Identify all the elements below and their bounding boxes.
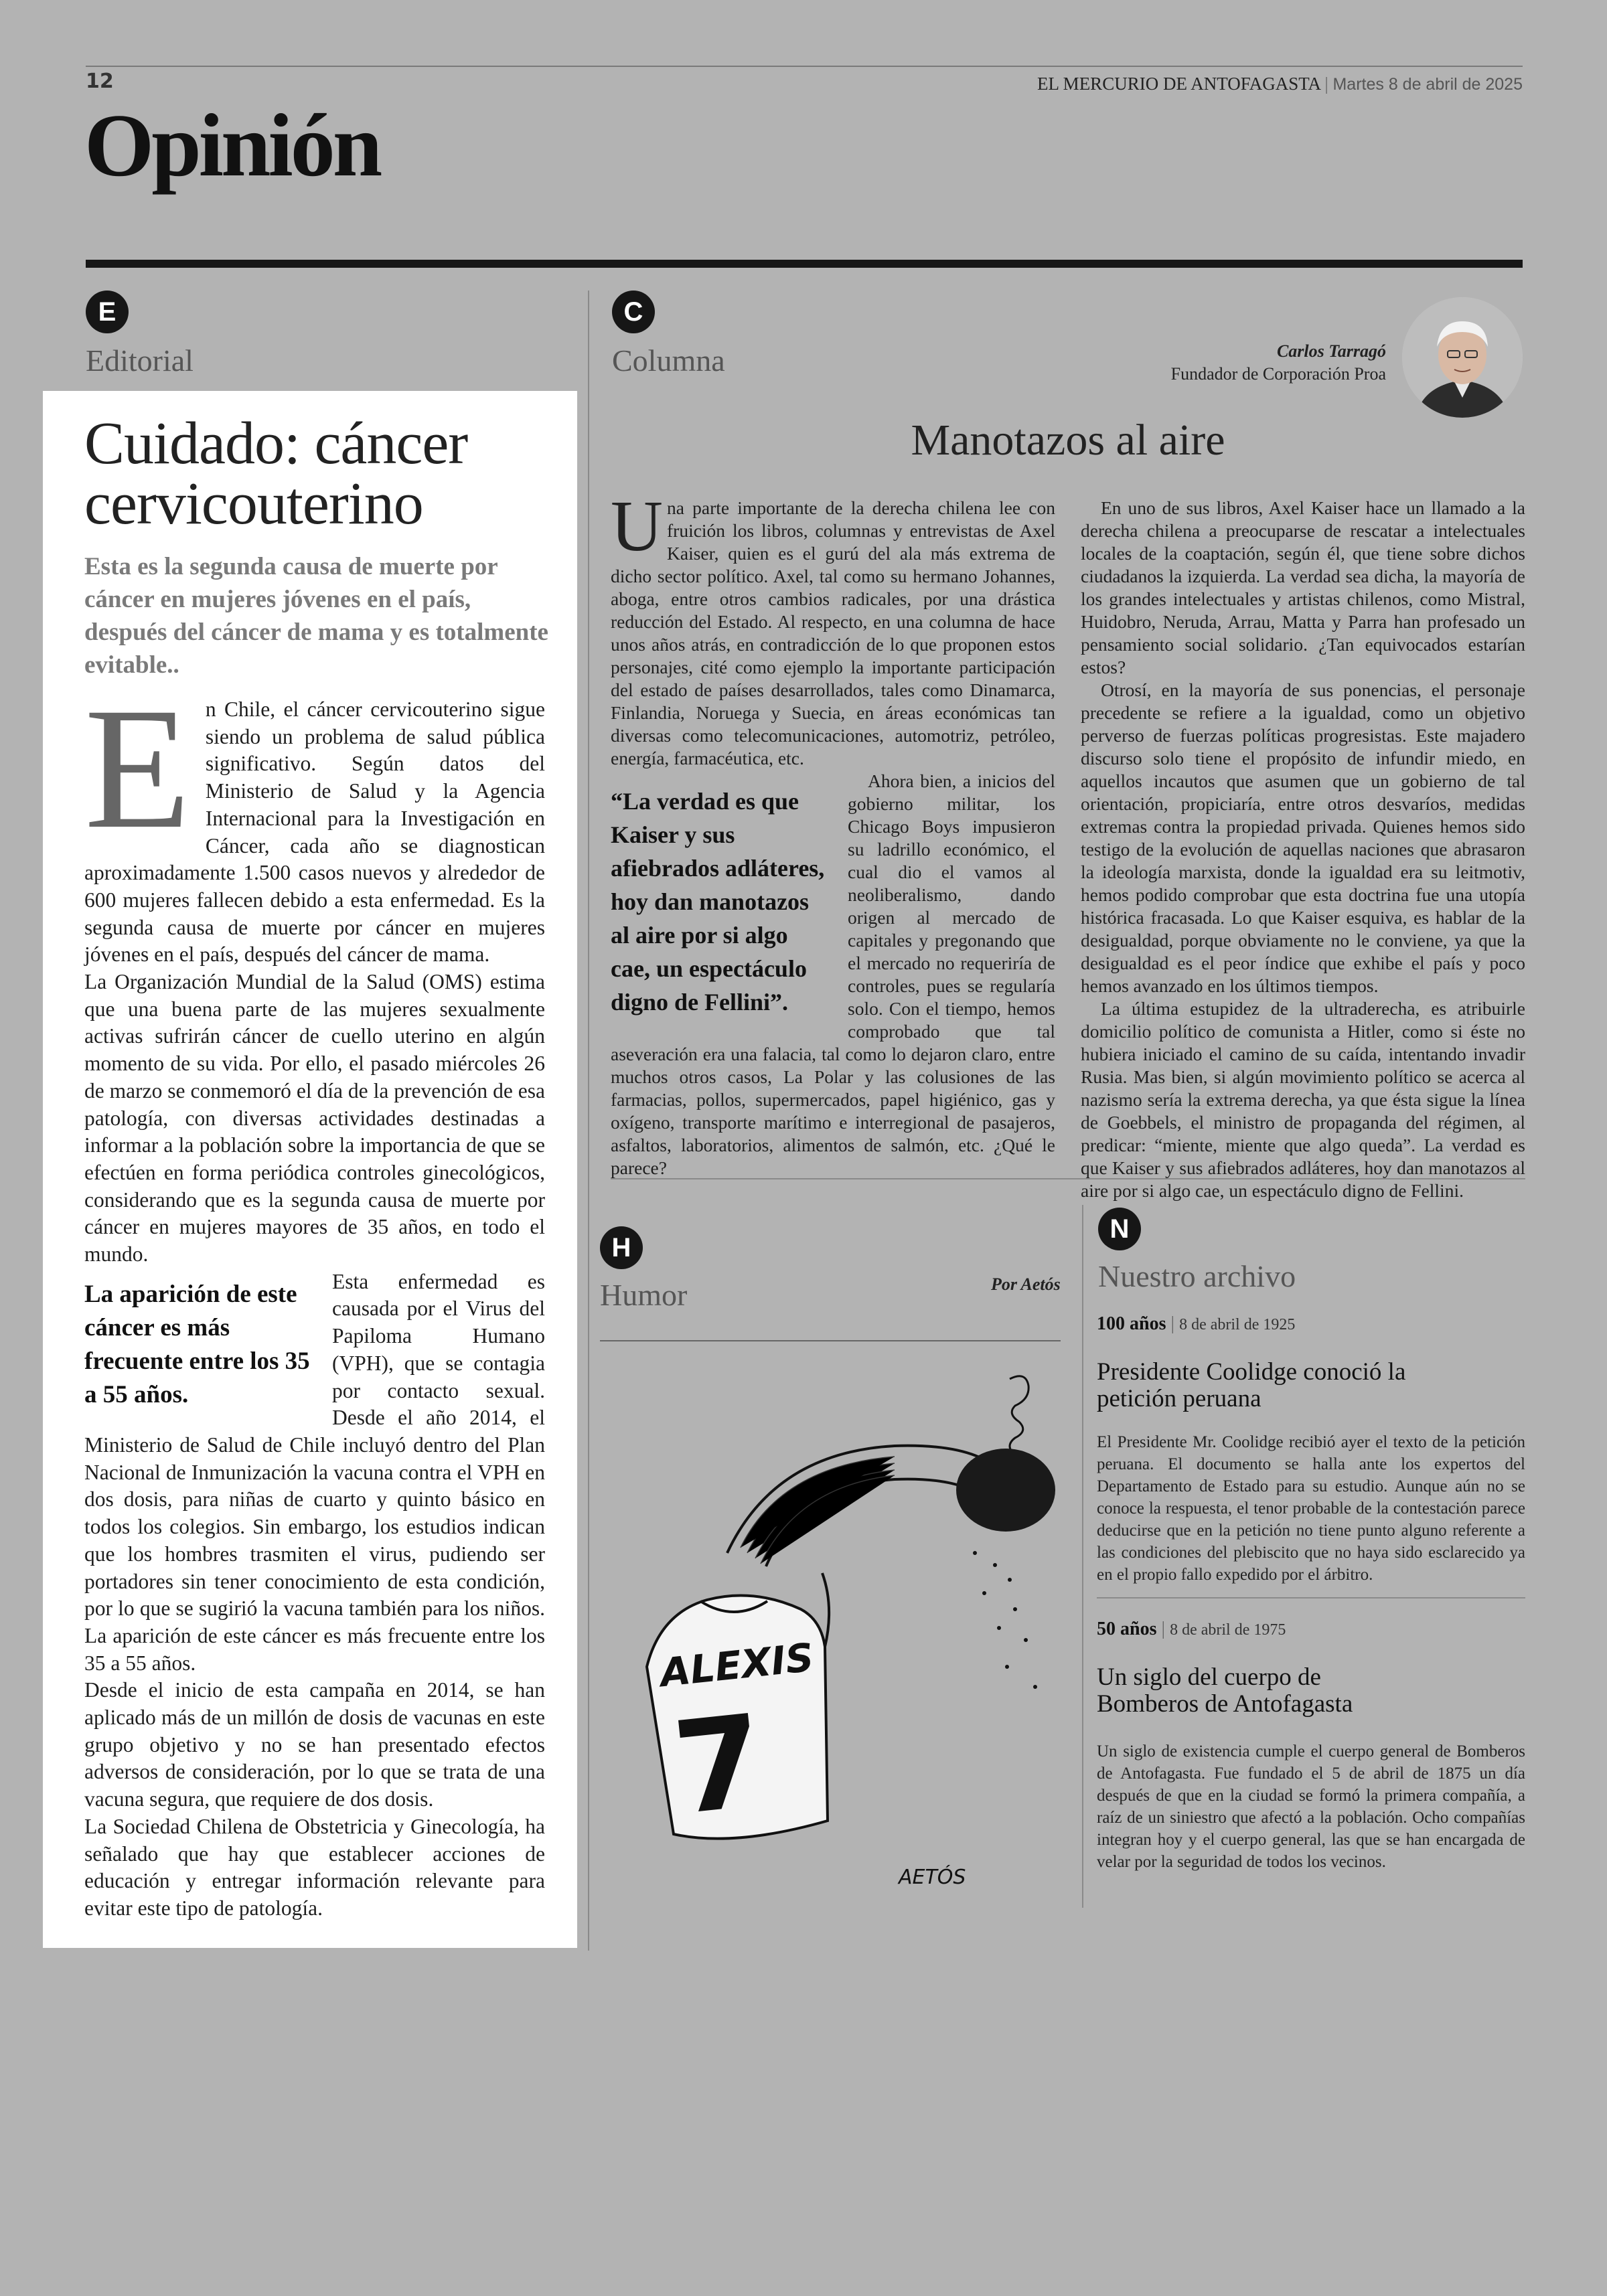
column-paragraph: Una parte importante de la derecha chilena lee con fruición los libros, columnas y entrevistas de Axel Kaiser, quien es el gurú del ala más extrema de dicho sector político. Axel, tal como su hermano Johannes, aboga, entre otros cambios radicales, por una drástica reducción del Estado. Al respecto, en una columna de hace unos años atrás, en contradicción de lo que proponen estos personajes, cité como ejemplo la importante participación del estado de países desarrollados, tales como Dinamarca, Finlandia, Noruega y Suecia, en áreas económicas tan diversas como telecomunicaciones, automotriz, petróleo, energía, farmacéutica, etc. bbox=[611, 487, 1055, 768]
editorial-title: Cuidado: cáncer cervicouterino bbox=[84, 410, 468, 537]
publication-name: EL MERCURIO DE ANTOFAGASTA bbox=[1037, 74, 1320, 94]
column-label: Columna bbox=[612, 343, 725, 378]
archive-item-text: Un siglo de existencia cumple el cuerpo general de Bomberos de Antofagasta. Fue fundado el 5 de abril de 1875 un día después de que en la ciudad se formó la primera compañía, a raíz de un siniestro que afectó a la población. Ocho compañías integran hoy y el cuerpo general, las que se han encargada de velar por la seguridad de todos los vecinos. bbox=[1097, 1742, 1525, 1871]
humor-badge: H bbox=[600, 1226, 643, 1269]
editorial-label: Editorial bbox=[86, 343, 194, 378]
editorial-pullquote: La aparición de este cáncer es más frecuente entre los 35 a 55 años. bbox=[84, 1280, 310, 1408]
humor-label: Humor bbox=[600, 1278, 688, 1312]
editorial-paragraph: Desde el inicio de esta campaña en 2014, se han aplicado más de un millón de dosis de vacunas en este grupo objetivo y no se han presentado efectos adversos de consideración, por lo que se trata de una vacuna segura, que requiere de dos dosis. bbox=[84, 1678, 545, 1811]
editorial-paragraph: n Chile, el cáncer cervicouterino sigue siendo un problema de salud pública significativo. Según datos del Ministerio de Salud y la Agencia Internacional para la Investigación en Cáncer, cada año se diagnostican aproximadamente 1.500 casos nuevos y alrededor de 600 mujeres fallecen debido a esta enfermedad. Es la segunda causa de muerte por cáncer en mujeres jóvenes en el país, después del cáncer de mama. bbox=[84, 698, 545, 967]
author-role: Fundador de Corporación Proa bbox=[1170, 364, 1386, 384]
archive-item-text: El Presidente Mr. Coolidge recibió ayer el texto de la petición peruana. El documento se halla ante los expertos del Departamento de Estado para su estudio. Aunque aún no se conoce la respuesta, el tenor probable de la contestación parece deducirse que en la petición no tiene punto alguno referente a las condiciones del plebiscito que no haya sido esclarecido ya en el propio fallo expedido por el árbitro. bbox=[1097, 1433, 1525, 1584]
author-name: Carlos Tarragó bbox=[1276, 341, 1386, 361]
section-title: Opinión bbox=[84, 96, 380, 195]
column-paragraph: La última estupidez de la ultraderecha, es atribuirle domicilio político de comunista a Hitler, como si éste no hubiera iniciado el camino de su caída, intentando invadir Rusia. Mas bien, si algún movimiento político se acerca al nazismo sería la extrema derecha, ya que ésta sigue la línea de Goebbels, el ministro de propaganda del régimen, al predicar: “miente, miente que algo queda”. La verdad es que Kaiser y sus afiebrados adláteres, hoy dan manotazos al aire por si algo cae, un espectáculo digno de Fellini. bbox=[1081, 998, 1525, 1201]
archive-badge: N bbox=[1098, 1208, 1141, 1250]
editorial-deck: Esta es la segunda causa de muerte por cáncer en mujeres jóvenes en el país, después del cáncer de mama y es totalmente evitable.. bbox=[84, 553, 548, 679]
section-rule bbox=[86, 260, 1523, 268]
editorial-dropcap: E bbox=[84, 672, 191, 865]
editorial-paragraph: Esta enfermedad es causada por el Virus del Papiloma Humano (VPH), que se contagia por contacto sexual. Desde el año 2014, el Ministerio de Salud de Chile incluyó dentro del Plan Nacional de Inmunización la vacuna contra el VPH en dos dosis, para niñas de cuarto y quinto básico en todos los colegios. Sin embargo, los estudios indican que los hombres trasmiten el virus, pudiendo ser portadores sin tener conocimiento de esta condición, por lo que se sugirió la vacuna también para los niños. La aparición de este cáncer es más frecuente entre los 35 a 55 años. bbox=[84, 1269, 545, 1675]
author-portrait-icon bbox=[1402, 297, 1523, 418]
column-divider bbox=[588, 291, 589, 1951]
column-dropcap: U bbox=[611, 487, 663, 566]
archive-item-date: 8 de abril de 1925 bbox=[1179, 1316, 1296, 1333]
archive-divider bbox=[1097, 1597, 1525, 1598]
archive-item-date: 8 de abril de 1975 bbox=[1170, 1621, 1286, 1639]
column-title: Manotazos al aire bbox=[911, 416, 1225, 465]
cartoon-illustration bbox=[600, 1352, 1061, 1901]
humor-byline: Por Aetós bbox=[991, 1275, 1061, 1294]
jersey-name: ALEXIS bbox=[658, 1634, 816, 1696]
publication-date: Martes 8 de abril de 2025 bbox=[1332, 75, 1523, 94]
top-rule bbox=[86, 66, 1523, 67]
archive-item-years: 50 años | 8 de abril de 1975 bbox=[1097, 1619, 1286, 1639]
editorial-paragraph: La Organización Mundial de la Salud (OMS) estima que una buena parte de las mujeres sexualmente activas sufrirán cáncer de cuello uterino en algún momento de su vida. Por ello, el pasado miércoles 26 de marzo se conmemoró el día de la prevención de esa patología, con diversas actividades destinadas a informar a la población sobre la importancia de que se efectúen en forma periódica controles ginecológicos, considerando que es la segunda causa de muerte por cáncer en mujeres mayores de 35 años, en todo el mundo. bbox=[84, 970, 545, 1266]
archive-item-headline: Un siglo del cuerpo de Bomberos de Antofagasta bbox=[1097, 1663, 1353, 1718]
editorial-paragraph: La Sociedad Chilena de Obstetricia y Ginecología, ha señalado que hay que establecer acciones de educación y entregar información relevante para evitar este tipo de patología. bbox=[84, 1814, 545, 1920]
archive-label: Nuestro archivo bbox=[1098, 1259, 1296, 1293]
humor-rule bbox=[600, 1340, 1061, 1341]
column-paragraph: Ahora bien, a inicios del gobierno militar, los Chicago Boys impusieron su ladrillo económico, el cual dio el vamos al neoliberalismo, dando origen al mercado de capitales y pregonando que el mercado no requeriría de controles, pues se regularía solo. Con el tiempo, hemos comprobado que tal aseveración era una falacia, tal como lo dejaron claro, entre muchos otros casos, La Polar y las colusiones de las farmacias, pollos, supermercados, papel higiénico, gas y oxígeno, transporte marítimo e interregional de pasajeros, asfaltos, laboratorios, alimentos de salmón, etc. ¿Qué le parece? bbox=[611, 770, 1055, 1178]
column-badge: C bbox=[612, 291, 655, 333]
archive-item-years: 100 años | 8 de abril de 1925 bbox=[1097, 1313, 1296, 1334]
column-paragraph: Otrosí, en la mayoría de sus ponencias, el personaje precedente se refiere a la igualdad, como un objetivo perverso de fuerzas políticas progresistas. Este majadero discurso solo tiene el propósito de infundir miedo, en aquellos incautos que asumen que un gobierno de tal orientación, propiciaría, entre otros desvaríos, medidas extremas contra la propiedad privada. Quienes hemos sido testigo de la evolución de aquellas naciones que abrasaron la ideología marxista, donde la igualdad era su leitmotiv, hemos podido comprobar que esta doctrina fue una utopía histórica fracasada. Lo que Kaiser esquiva, es hablar de la desigualdad, porque obviamente no le conviene, ya que la desigualdad es el peor índice que exhibe el país y poco hemos avanzado en los últimos tiempos. bbox=[1081, 679, 1525, 996]
column-paragraph: En uno de sus libros, Axel Kaiser hace un llamado a la derecha chilena a preocuparse de rescatar a intelectuales locales de la coaptación, según él, que tiene sobre dichos ciudadanos la izquierda. La verdad sea dicha, la mayoría de los grandes intelectuales y artistas chilenos, como Mistral, Huidobro, Neruda, Arrau, Matta y Parra han profesado un pensamiento social solidario. ¿Tan equivocados estarían estos? bbox=[1081, 497, 1525, 677]
masthead: EL MERCURIO DE ANTOFAGASTA | Martes 8 de abril de 2025 bbox=[1037, 74, 1523, 94]
page-number: 12 bbox=[86, 70, 114, 93]
archive-item-headline: Presidente Coolidge conoció la petición peruana bbox=[1097, 1358, 1406, 1412]
editorial-body bbox=[84, 672, 545, 1922]
column-body bbox=[611, 487, 1525, 1202]
editorial-badge: E bbox=[86, 291, 129, 333]
humor-cartoon bbox=[600, 1352, 1061, 1901]
jersey-number: 7 bbox=[667, 1687, 771, 1843]
column-pullquote: “La verdad es que Kaiser y sus afiebrados adláteres, hoy dan manotazos al aire por si algo cae, un espectáculo digno de Fellini”. bbox=[611, 788, 825, 1015]
author-photo bbox=[1402, 297, 1523, 418]
column-divider bbox=[1082, 1205, 1083, 1908]
cartoonist-signature: AETÓS bbox=[899, 1866, 966, 1889]
